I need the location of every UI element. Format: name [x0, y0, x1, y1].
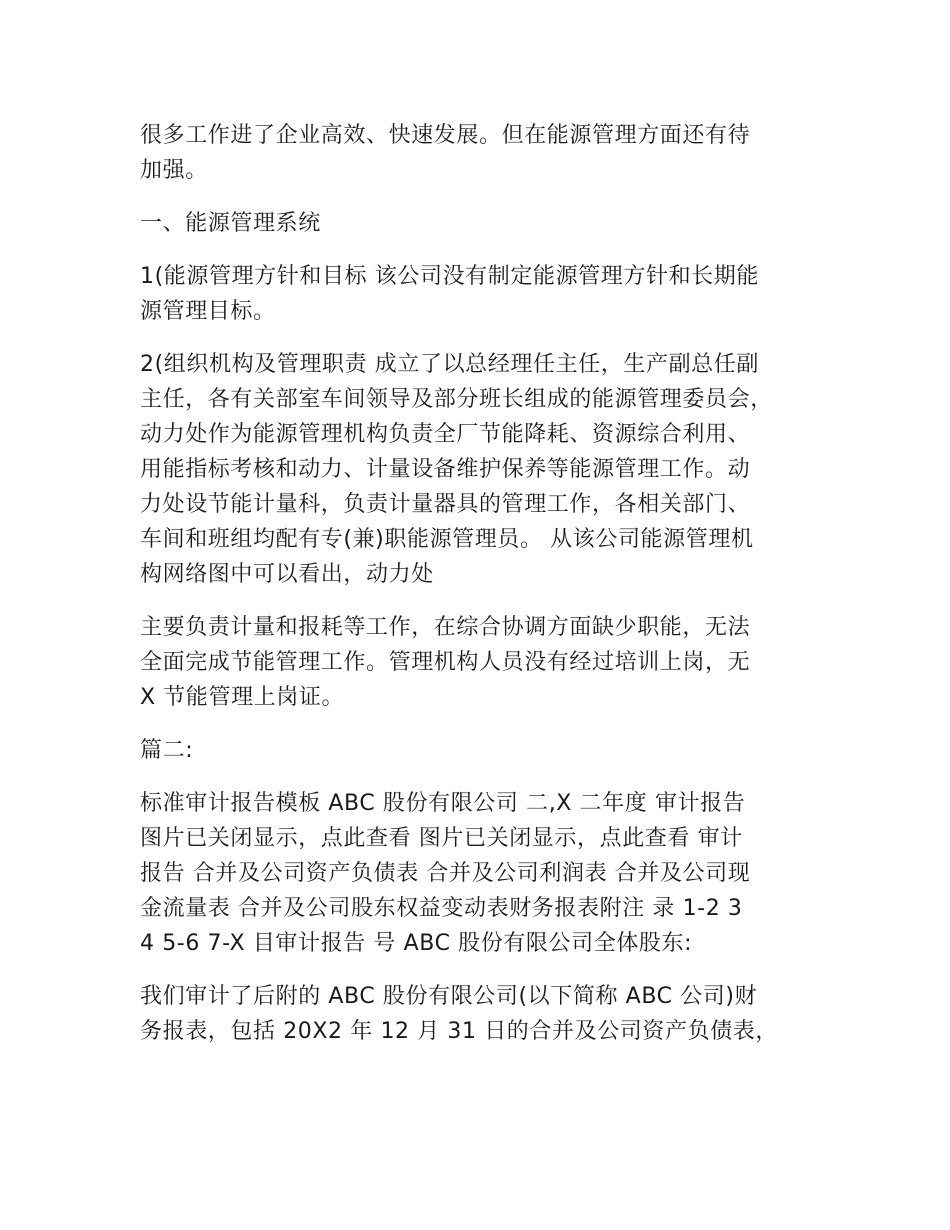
text-line: 标准审计报告模板 ABC 股份有限公司 二,X 二年度 审计报告 — [140, 791, 746, 816]
section-heading — [140, 206, 812, 241]
section-label — [140, 733, 812, 768]
paragraph-policy — [140, 259, 812, 329]
text-line: 用能指标考核和动力、计量设备维护保养等能源管理工作。动 — [140, 457, 751, 482]
paragraph-responsibility — [140, 610, 812, 715]
paragraph-audit-statement — [140, 979, 812, 1049]
text-line: 我们审计了后附的 ABC 股份有限公司(以下简称 ABC 公司)财 — [140, 984, 758, 1009]
document-body — [140, 118, 812, 1067]
paragraph-organization — [140, 347, 812, 592]
text-line: 构网络图中可以看出，动力处 — [140, 562, 434, 587]
text-line: 主任，各有关部室车间领导及部分班长组成的能源管理委员会， — [140, 387, 773, 412]
text-line: 篇二: — [140, 738, 194, 763]
text-line: 源管理目标。 — [140, 299, 276, 324]
text-line: 金流量表 合并及公司股东权益变动表财务报表附注 录 1-2 3 — [140, 896, 743, 921]
text-line: 务报表，包括 20X2 年 12 月 31 日的合并及公司资产负债表， — [140, 1019, 779, 1044]
text-line: X 节能管理上岗证。 — [140, 685, 345, 710]
text-line: 加强。 — [140, 158, 208, 183]
paragraph-audit-template — [140, 786, 812, 961]
text-line: 全面完成节能管理工作。管理机构人员没有经过培训上岗，无 — [140, 650, 751, 675]
text-line: 很多工作进了企业高效、快速发展。但在能源管理方面还有待 — [140, 123, 751, 148]
heading-line: 一、能源管理系统 — [140, 211, 321, 236]
text-line: 车间和班组均配有专(兼)职能源管理员。 从该公司能源管理机 — [140, 527, 754, 552]
text-line: 图片已关闭显示，点此查看 图片已关闭显示，点此查看 审计 — [140, 826, 743, 851]
text-line: 报告 合并及公司资产负债表 合并及公司利润表 合并及公司现 — [140, 861, 751, 886]
paragraph-intro — [140, 118, 812, 188]
text-line: 1(能源管理方针和目标 该公司没有制定能源管理方针和长期能 — [140, 264, 759, 289]
text-line: 主要负责计量和报耗等工作，在综合协调方面缺少职能，无法 — [140, 615, 751, 640]
text-line: 4 5-6 7-X 目审计报告 号 ABC 股份有限公司全体股东: — [140, 931, 693, 956]
text-line: 动力处作为能源管理机构负责全厂节能降耗、资源综合利用、 — [140, 422, 751, 447]
text-line: 力处设节能计量科，负责计量器具的管理工作，各相关部门、 — [140, 492, 751, 517]
text-line: 2(组织机构及管理职责 成立了以总经理任主任，生产副总任副 — [140, 352, 759, 377]
